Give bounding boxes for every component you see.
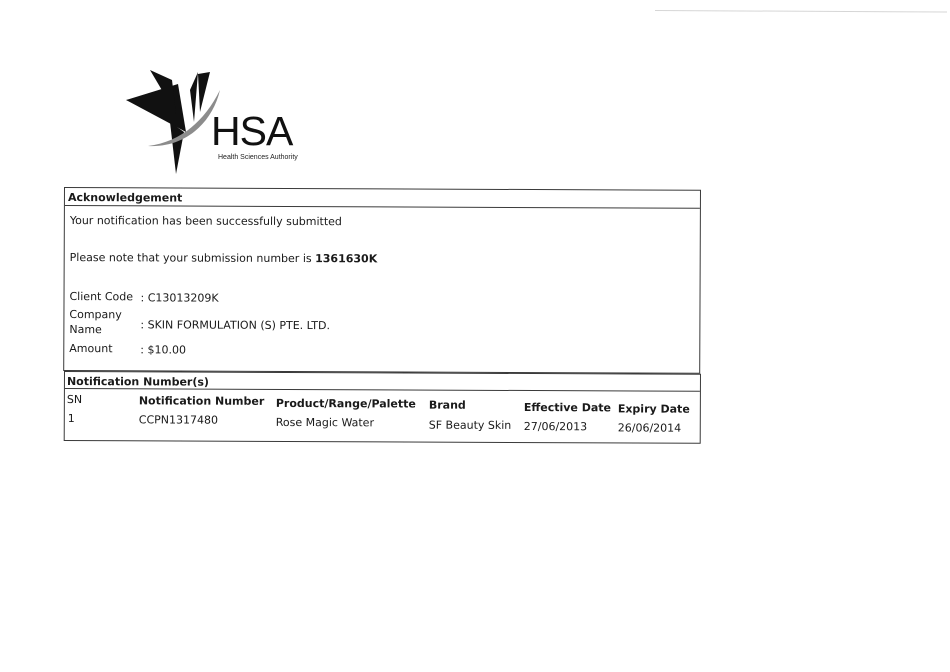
- scan-edge-line: [655, 10, 947, 13]
- table-cell-product: Rose Magic Water: [275, 415, 375, 430]
- amount-value: : $10.00: [140, 343, 187, 357]
- acknowledgement-heading: Acknowledgement: [67, 191, 183, 205]
- client-code-value: : C13013209K: [140, 291, 219, 305]
- table-cell-effective-date: 27/06/2013: [523, 420, 588, 434]
- notification-heading: Notification Number(s): [66, 375, 209, 389]
- logo-tagline: Health Sciences Authority: [218, 154, 298, 161]
- column-header-notification-number: Notification Number: [138, 394, 265, 408]
- submission-note: [70, 252, 378, 264]
- table-cell-sn: 1: [67, 412, 75, 426]
- column-header-sn: SN: [66, 393, 83, 407]
- table-cell-brand: SF Beauty Skin: [428, 418, 512, 432]
- table-cell-expiry-date: 26/06/2014: [617, 421, 682, 435]
- submission-prefix: Please note that your submission number is: [69, 251, 312, 266]
- column-header-effective-date: Effective Date: [523, 401, 612, 415]
- notification-panel: [64, 371, 701, 444]
- notification-divider: [65, 388, 700, 392]
- column-header-expiry-date: Expiry Date: [617, 402, 690, 416]
- submission-number: 1361630K: [315, 252, 378, 266]
- company-label-line2: Name: [69, 323, 102, 337]
- acknowledgement-panel: [63, 187, 701, 374]
- success-message: Your notification has been successfully submitted: [69, 214, 342, 229]
- column-header-brand: Brand: [428, 398, 466, 412]
- column-header-product: Product/Range/Palette: [275, 396, 416, 411]
- heading-divider: [65, 205, 700, 209]
- company-value: : SKIN FORMULATION (S) PTE. LTD.: [140, 318, 331, 333]
- client-code-label: Client Code: [69, 290, 134, 304]
- company-label-line1: Company: [69, 308, 122, 322]
- amount-label: Amount: [69, 342, 113, 356]
- table-cell-notification-number: CCPN1317480: [138, 413, 219, 427]
- logo-wordmark: HSA: [211, 108, 293, 154]
